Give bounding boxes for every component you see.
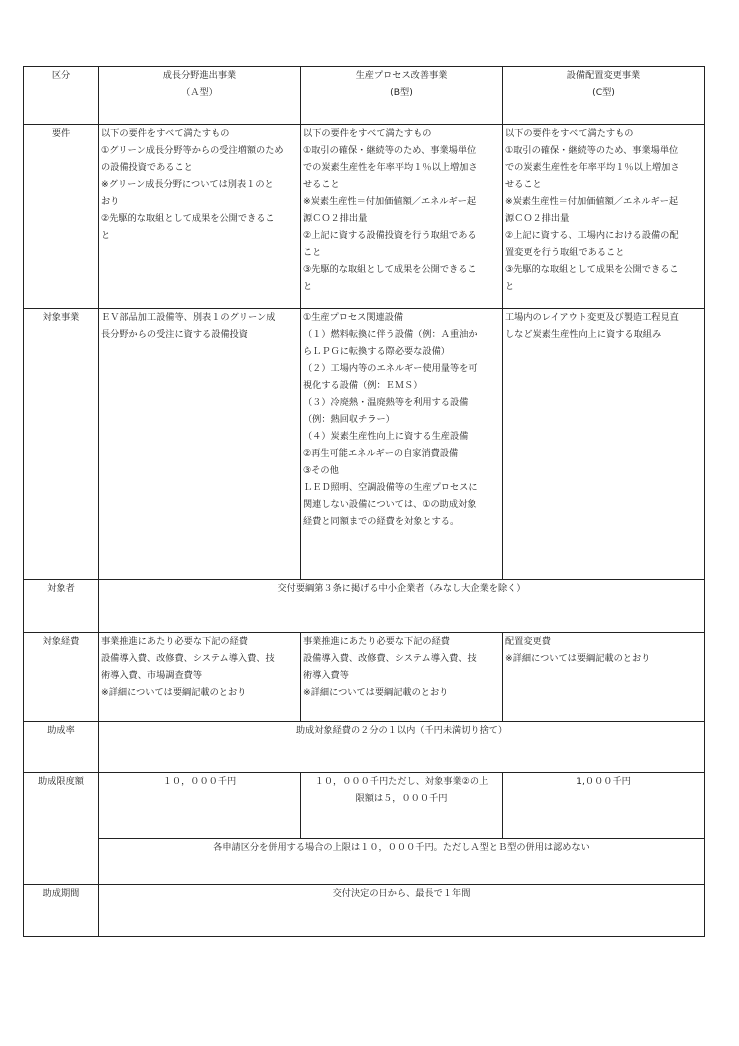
cell-line: ③その他 [303, 465, 339, 476]
cell-line: 設備導入費、改修費、システム導入費、技 [101, 653, 275, 664]
cell-line: ②再生可能エネルギーの自家消費設備 [303, 448, 459, 459]
cell-line: での炭素生産性を年率平均１％以上増加さ [505, 162, 680, 173]
cell-line: 配置変更費 [505, 636, 551, 647]
cell-line: （４）炭素生産性向上に資する生産設備 [303, 431, 469, 442]
cell-line: ＥＶ部品加工設備等、別表１のグリーン成 [101, 312, 276, 323]
col-c-title: 設備配置変更事業 [566, 70, 641, 81]
cell-line: ②先駆的な取組として成果を公開できるこ [101, 213, 275, 224]
cell-line: 源ＣＯ２排出量 [505, 213, 570, 224]
cell-line: せること [505, 179, 542, 190]
expenses-b [301, 633, 503, 722]
rate-text: 助成対象経費の２分の１以内（千円未満切り捨て） [99, 722, 705, 773]
cell-line: と [505, 281, 515, 292]
cell-line: 事業推進にあたり必要な下記の経費 [303, 636, 450, 647]
cell-line: ③先駆的な取組として成果を公開できるこ [505, 264, 679, 275]
cell-line: しなど炭素生産性向上に資する取組み [505, 329, 662, 340]
cell-line: こと [303, 247, 322, 258]
expenses-label: 対象経費 [24, 633, 99, 722]
rate-row [24, 722, 705, 773]
eligible-row [24, 580, 705, 633]
cell-line: での炭素生産性を年率平均１％以上増加さ [303, 162, 478, 173]
cell-line: 術導入費、市場調査費等 [101, 670, 203, 681]
limit-c: 1,０００千円 [503, 773, 705, 839]
col-a-header [99, 67, 301, 125]
cell-line: ①取引の確保・継続等のため、事業場単位 [505, 145, 679, 156]
col-b-header [301, 67, 503, 125]
cell-line: と [101, 230, 111, 241]
cell-line: ※炭素生産性＝付加価値額／エネルギー起 [303, 196, 477, 207]
cell-line: 源ＣＯ２排出量 [303, 213, 368, 224]
cell-line: 以下の要件をすべて満たすもの [101, 128, 230, 139]
limit-b-line1: １０，０００千円ただし、対象事業②の上 [314, 776, 489, 787]
cell-line: ②上記に資する設備投資を行う取組である [303, 230, 477, 241]
projects-row [24, 309, 705, 580]
expenses-c [503, 633, 705, 722]
projects-b [301, 309, 503, 580]
cell-line: ①生産プロセス関連設備 [303, 312, 404, 323]
cell-line: 術導入費等 [303, 670, 349, 681]
requirements-c [503, 125, 705, 309]
cell-line: ※詳細については要綱記載のとおり [505, 653, 651, 664]
cell-line: おり [101, 196, 120, 207]
cell-line: （１）燃料転換に伴う設備（例：Ａ重油か [303, 329, 478, 340]
period-row [24, 885, 705, 937]
cell-line: ※詳細については要綱記載のとおり [101, 687, 247, 698]
eligible-text: 交付要綱第３条に掲げる中小企業者（みなし大企業を除く） [99, 580, 705, 633]
cell-line: 経費と同額までの経費を対象とする。 [303, 516, 460, 527]
cell-line: ※炭素生産性＝付加価値額／エネルギー起 [505, 196, 679, 207]
cell-line: 以下の要件をすべて満たすもの [303, 128, 432, 139]
cell-line: 関連しない設備については、①の助成対象 [303, 499, 477, 510]
cell-line: ②上記に資する、工場内における設備の配 [505, 230, 679, 241]
cell-line: 設備導入費、改修費、システム導入費、技 [303, 653, 477, 664]
limit-combined: 各申請区分を併用する場合の上限は１０，０００千円。ただしＡ型とＢ型の併用は認めない [99, 839, 705, 885]
projects-c [503, 309, 705, 580]
requirements-b [301, 125, 503, 309]
cell-line: らＬＰＧに転換する際必要な設備） [303, 346, 450, 357]
limit-b [301, 773, 503, 839]
projects-label: 対象事業 [24, 309, 99, 580]
cell-line: ※詳細については要綱記載のとおり [303, 687, 449, 698]
cell-line: せること [303, 179, 340, 190]
cell-line: ※グリーン成長分野については別表１のと [101, 179, 274, 190]
requirements-a [99, 125, 301, 309]
rate-label: 助成率 [24, 722, 99, 773]
subsidy-table [23, 66, 705, 937]
eligible-label: 対象者 [24, 580, 99, 633]
requirements-label: 要件 [24, 125, 99, 309]
projects-a [99, 309, 301, 580]
cell-line: ①取引の確保・継続等のため、事業場単位 [303, 145, 477, 156]
expenses-row [24, 633, 705, 722]
cell-line: 工場内のレイアウト変更及び製造工程見直 [505, 312, 679, 323]
col-b-type: (B型) [390, 87, 413, 98]
limit-b-line2: 限額は５，０００千円 [355, 793, 448, 804]
cell-line: 以下の要件をすべて満たすもの [505, 128, 634, 139]
header-row [24, 67, 705, 125]
cell-line: 視化する設備（例：ＥＭＳ） [303, 380, 423, 391]
period-label: 助成期間 [24, 885, 99, 937]
col-c-header [503, 67, 705, 125]
col-c-type: (C型) [592, 87, 615, 98]
cell-line: （３）冷廃熱・温廃熱等を利用する設備 [303, 397, 469, 408]
category-header: 区分 [24, 67, 99, 125]
limit-label: 助成限度額 [24, 773, 99, 885]
cell-line: （例：熱回収チラー） [303, 414, 395, 425]
col-a-type: （Ａ型） [181, 87, 218, 98]
expenses-a [99, 633, 301, 722]
limit-row [24, 773, 705, 839]
cell-line: 置変更を行う取組であること [505, 247, 625, 258]
cell-line: ＬＥＤ照明、空調設備等の生産プロセスに [303, 482, 478, 493]
col-a-title: 成長分野進出事業 [162, 70, 237, 81]
cell-line: 長分野からの受注に資する設備投資 [101, 329, 248, 340]
requirements-row [24, 125, 705, 309]
cell-line: 事業推進にあたり必要な下記の経費 [101, 636, 248, 647]
cell-line: の設備投資であること [101, 162, 193, 173]
limit-a: １０，０００千円 [99, 773, 301, 839]
limit-combined-row [24, 839, 705, 885]
cell-line: ①グリーン成長分野等からの受注増額のため [101, 145, 284, 156]
cell-line: （２）工場内等のエネルギー使用量等を可 [303, 363, 478, 374]
cell-line: と [303, 281, 313, 292]
period-text: 交付決定の日から、最長で１年間 [99, 885, 705, 937]
cell-line: ③先駆的な取組として成果を公開できるこ [303, 264, 477, 275]
col-b-title: 生産プロセス改善事業 [355, 70, 448, 81]
